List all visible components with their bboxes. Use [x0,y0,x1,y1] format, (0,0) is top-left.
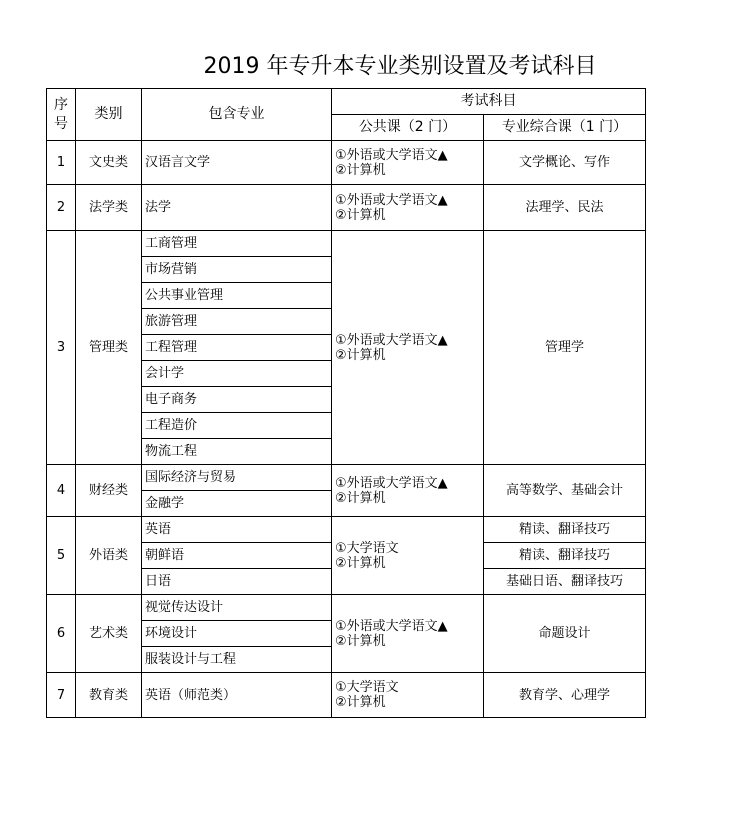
row-major: 工程管理 [142,335,332,361]
row-index: 5 [47,517,76,595]
row-major: 工程造价 [142,413,332,439]
row-specialty-subject: 精读、翻译技巧 [484,517,646,543]
table-row [47,595,646,621]
table-row [47,141,646,185]
row-major: 国际经济与贸易 [142,465,332,491]
row-index: 7 [47,673,76,718]
row-index: 1 [47,141,76,185]
row-major: 会计学 [142,361,332,387]
header-exam: 考试科目 [332,89,646,115]
row-category: 艺术类 [76,595,142,673]
public-subject: ②计算机 [335,207,386,223]
row-specialty-subject: 高等数学、基础会计 [484,465,646,517]
row-major: 英语（师范类） [142,673,332,718]
row-major: 物流工程 [142,439,332,465]
row-major: 工商管理 [142,231,332,257]
row-specialty-subject: 教育学、心理学 [484,673,646,718]
row-specialty-subject: 基础日语、翻译技巧 [484,569,646,595]
row-public-subjects [332,185,484,231]
table-row [47,185,646,231]
row-category: 教育类 [76,673,142,718]
row-public-subjects [332,595,484,673]
row-public-subjects [332,141,484,185]
row-major: 日语 [142,569,332,595]
row-major: 旅游管理 [142,309,332,335]
header-public: 公共课（2 门） [332,115,484,141]
row-specialty-subject: 精读、翻译技巧 [484,543,646,569]
row-specialty-subject: 法理学、民法 [484,185,646,231]
row-specialty-subject: 命题设计 [484,595,646,673]
public-subject: ②计算机 [335,695,386,710]
public-subject: ①大学语文 [335,540,399,556]
page-title: 2019 年专升本专业类别设置及考试科目 [203,54,597,79]
row-specialty-subject: 文学概论、写作 [484,141,646,185]
row-category: 财经类 [76,465,142,517]
row-category: 文史类 [76,141,142,185]
public-subject: ①外语或大学语文▲ [335,475,448,491]
row-index: 4 [47,465,76,517]
row-major: 法学 [142,185,332,231]
row-major: 市场营销 [142,257,332,283]
row-category: 法学类 [76,185,142,231]
row-public-subjects [332,517,484,595]
row-major: 环境设计 [142,621,332,647]
public-subject: ①外语或大学语文▲ [335,332,448,348]
table-row [47,465,646,491]
row-major: 金融学 [142,491,332,517]
public-subject: ②计算机 [335,633,386,649]
row-public-subjects [332,673,484,718]
header-category: 类别 [76,89,142,141]
public-subject: ②计算机 [335,490,386,506]
row-index: 6 [47,595,76,673]
row-major: 汉语言文学 [142,141,332,185]
table-row [47,673,646,718]
row-public-subjects [332,231,484,465]
public-subject: ①大学语文 [335,680,399,695]
row-index: 3 [47,231,76,465]
header-index [47,89,76,141]
header-specialty: 专业综合课（1 门） [484,115,646,141]
row-major: 视觉传达设计 [142,595,332,621]
exam-subjects-table [46,88,646,718]
row-major: 公共事业管理 [142,283,332,309]
table-row [47,231,646,257]
row-public-subjects [332,465,484,517]
row-major: 电子商务 [142,387,332,413]
row-major: 服装设计与工程 [142,647,332,673]
public-subject: ②计算机 [335,162,386,178]
row-specialty-subject: 管理学 [484,231,646,465]
public-subject: ①外语或大学语文▲ [335,192,448,208]
row-major: 英语 [142,517,332,543]
header-majors: 包含专业 [142,89,332,141]
header-index-label: 序 号 [54,96,68,132]
row-major: 朝鲜语 [142,543,332,569]
public-subject: ②计算机 [335,347,386,363]
public-subject: ①外语或大学语文▲ [335,618,448,634]
public-subject: ①外语或大学语文▲ [335,147,448,163]
public-subject: ②计算机 [335,555,386,571]
table-row [47,517,646,543]
row-index: 2 [47,185,76,231]
row-category: 管理类 [76,231,142,465]
row-category: 外语类 [76,517,142,595]
